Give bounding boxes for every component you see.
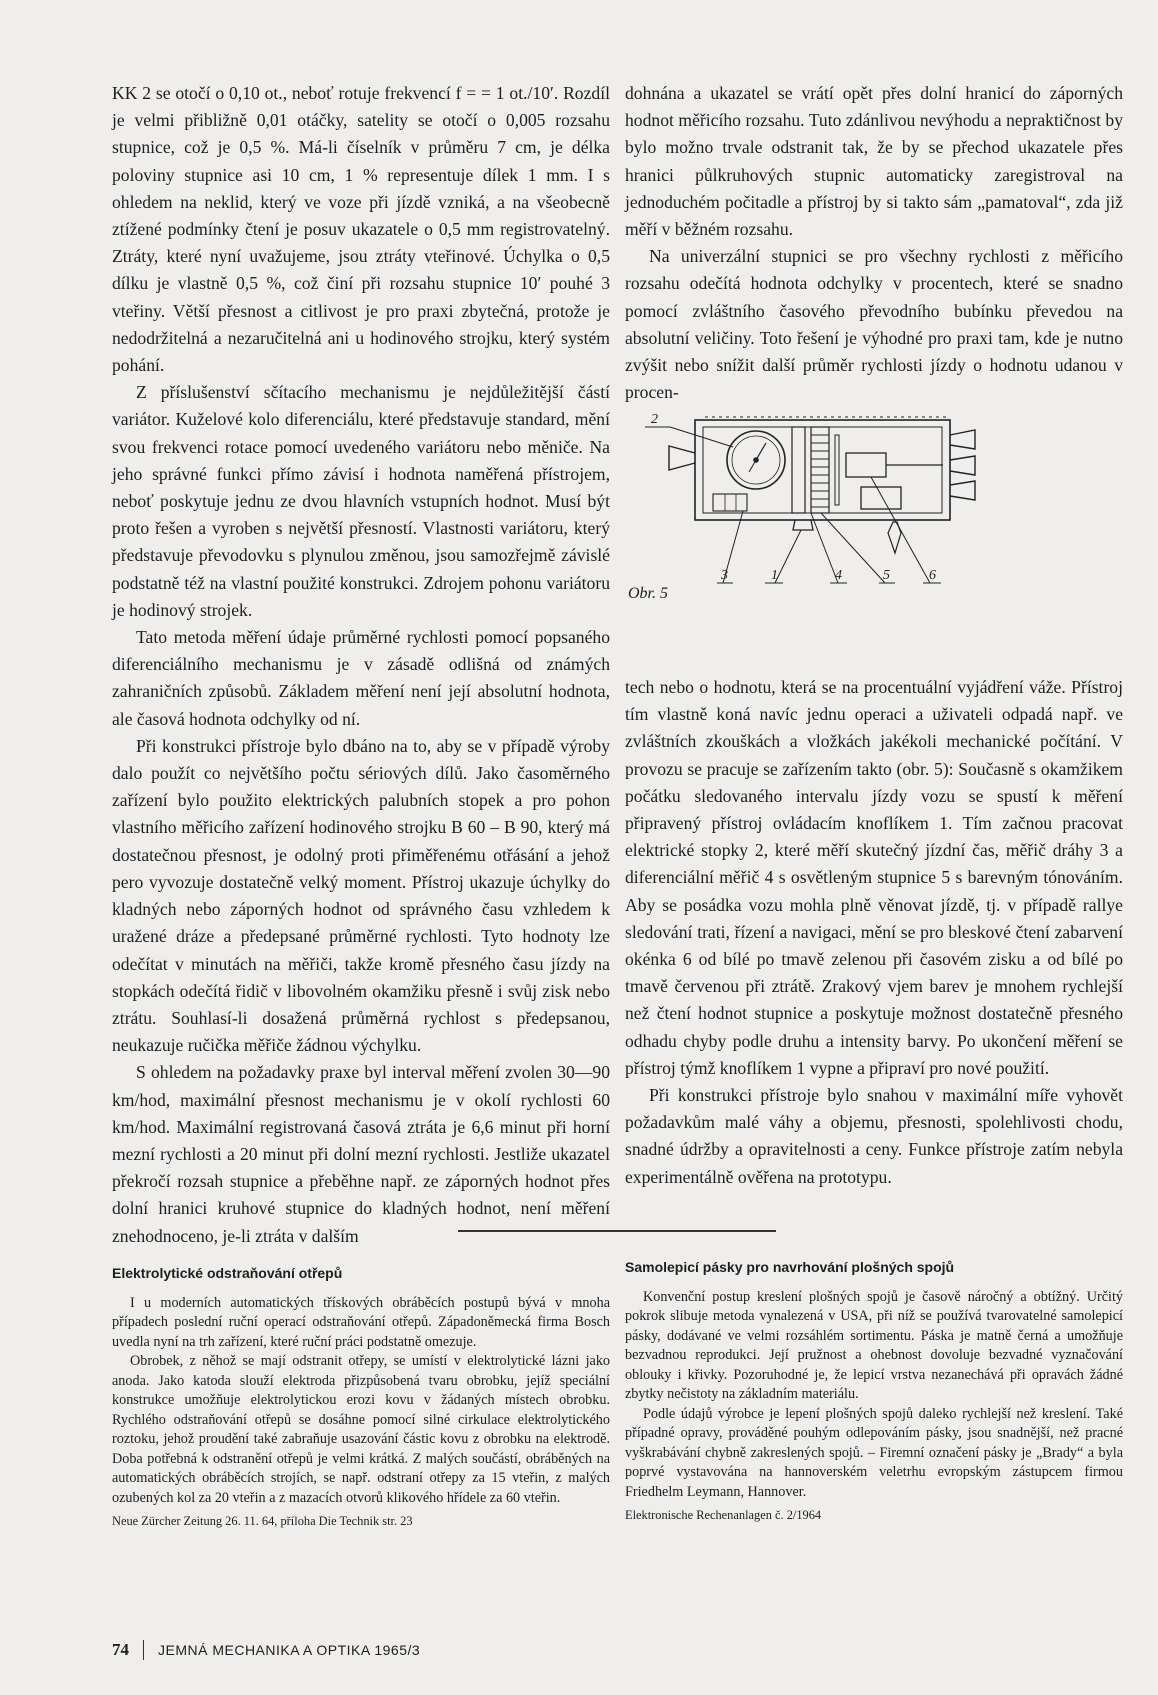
- device-inner-frame: [703, 427, 942, 513]
- left-column: [112, 80, 610, 1250]
- differential-scale: [811, 427, 829, 513]
- paragraph: KK 2 se otočí o 0,10 ot., neboť rotuje frekvencí f = = 1 ot./10′. Rozdíl je velmi přibližně 0,01 otáčky, satelity se otočí o 0,005 rozsahu stupnice, což je 0,5 %. Má-li číselník v průměru 7 cm, je délka poloviny stupnice asi 10 cm, 1 % representuje dílek 1 mm. I s ohledem na neklid, který ve voze při jízdě vzniká, a na všeobecně ztížené podmínky čtení je posuv ukazatele o 0,5 mm registrovatelný. Ztráty, které nyní uvažujeme, jsou ztráty vteřinové. Úchylka o 0,5 dílku je vlastně 0,5 %, což činí při rozsahu stupnice 10′ pouhé 3 vteřiny. Větší přesnost a citlivost je pro praxi zbytečná, protože je nedodržitelná a nezaručitelná ani u hodinového strojku, který systém pohání.: [112, 83, 610, 376]
- paragraph: tech nebo o hodnotu, která se na procentuální vyjádření váže. Přístroj tím vlastně koná navíc jednu operaci a uživateli odpadá např. ve zvláštních zkouškách a vložkách jakékoli mechanické počítání. V provozu se pracuje se zařízením takto (obr. 5): Současně s okamžikem počátku sledovaného intervalu jízdy vozu se spustí k měření připravený přístroj ovládacím knoflíkem 1. Tím začnou pracovat elektrické stopky 2, které měří skutečný jízdní čas, měřič dráhy 3 a diferenciální měřič 4 s osvětleným stupnice 5 s barevným tónováním. Aby se posádka vozu mohla plně věnovat jízdě, tj. v případě rallye sledování trati, řízení a navigaci, mění se pro bleskové čtení zabarvení okénka 6 od bílé po tmavě zelenou při časovém zisku a od bílé po tmavě červenou při ztrátě. Zrakový vjem barev je mnohem rychlejší než čtení hodnot stupnice a poskytuje možnost dostatečně přesného odhadu chyby podle druhu a intensity barvy. Po ukončení měření se přístroj týmž knoflíkem 1 vypne a připraví pro nové použití.: [625, 677, 1123, 1078]
- color-window: [846, 453, 886, 477]
- figure-label-2: 2: [651, 412, 658, 427]
- journal-name: JEMNÁ MECHANIKA A OPTIKA 1965/3: [158, 1642, 421, 1658]
- paragraph: Při konstrukci přístroje bylo dbáno na to, aby se v případě výroby dalo použít co největšího počtu sériových dílů. Jako časoměrného zařízení bylo použito elektrických palubních stopek a pro pohon vlastního měřicího zařízení hodinového strojku B 60 – B 90, který má dostatečnou přesnost, je odolný proti přiměřenému otřásání a jehož pero vyvozuje dostatečně velký moment. Přístroj ukazuje úchylky do kladných nebo záporných hodnot od správného času vzhledem k uražené dráze a předepsané průměrné rychlosti. Tyto hodnoty lze odečítat v minutách na měřiči, takže kromě přesného času jízdy na stopkách odečítá řidič v libovolném okamžiku přesně i svůj zisk nebo ztrátu. Souhlasí-li dosažená průměrná rychlost s předepsanou, neukazuje ručička měřiče žádnou výchylku.: [112, 735, 610, 1056]
- figure-caption: Obr. 5: [628, 585, 669, 602]
- page-number: 74: [112, 1640, 129, 1659]
- news-paragraph: Obrobek, z něhož se mají odstranit otřepy, se umístí v elektrolytické lázni jako anoda. Jako katoda slouží elektroda přizpůsobená tvaru obrobku, jejíž speciální konstrukce umožňuje elektrolytickou erozi kovu v žádaných místech obrobku. Rychlého odstraňování otřepů se dosáhne pomocí silné cirkulace elektrolytického roztoku, jehož proudění také zabraňuje usazování částic kovu z obrobku na elektrodě. Doba potřebná k odstranění otřepů je velmi krátká. Z malých součástí, obráběných na automatických obráběcích strojích, se např. odstraní otřepy za 15 vteřin, z malých ozubených kol za 20 vteřin a z mazacích otvorů klikového hřídele za 60 vteřin.: [112, 1353, 610, 1506]
- device-diagram: [625, 405, 1123, 645]
- paragraph: Tato metoda měření údaje průměrné rychlosti pomocí popsaného diferenciálního mechanismu je v zásadě odlišná od známých zahraničních způsobů. Základem měření není její absolutní hodnota, ale časová hodnota odchylky od ní.: [112, 627, 610, 729]
- figure-label-5: 5: [883, 568, 890, 583]
- footer-separator: [143, 1640, 144, 1660]
- news-paragraph: Podle údajů výrobce je lepení plošných spojů daleko rychlejší než kreslení. Také případné opravy, prováděné pouhým odlepováním pásky, jsou snadnější, než pracné vyškrabávání chybně zakreslených spojů. – Firemní označení pásky je „Brady“ a byla poprvé vystavována na hannoverském veletrhu evropským zástupcem firmou Friedhelm Leymann, Hannover.: [625, 1405, 1123, 1500]
- page-footer: [112, 1640, 420, 1660]
- figure-device-diagram: [625, 405, 1123, 645]
- right-knob-top: [950, 430, 975, 449]
- control-knob: [793, 520, 813, 530]
- news-paragraph: Konvenční postup kreslení plošných spojů je časově náročný a obtížný. Určitý pokrok slibuje metoda vynalezená v USA, při níž se používá tvarovatelné samolepicí pásky, dodávané ve velmi rozsáhlém sortimentu. Páska je matně černá a umožňuje bezvadnou reprodukci. Její pružnost a ohebnost dovoluje bezvadné vyznačování oblouky i křivky. Pozoruhodné je, že lepicí vrstva nezanechává při opravách žádné zbytky nečistoty na základním materiálu.: [625, 1288, 1123, 1402]
- section-divider: [458, 1230, 776, 1232]
- figure-label-6: 6: [929, 568, 936, 583]
- news-title: Samolepicí pásky pro navrhování plošných spojů: [625, 1259, 955, 1275]
- news-item-right: [625, 1258, 1123, 1526]
- news-paragraph: I u moderních automatických třískových obráběcích postupů bývá v mnoha případech poslední ruční operací odstraňování otřepů. Západoněmecká firma Bosch uvedla nyní na trh zařízení, které ruční práci podstatně omezuje.: [112, 1294, 610, 1350]
- news-item-left: [112, 1264, 610, 1532]
- right-knob-middle: [950, 456, 975, 475]
- figure-label-4: 4: [835, 568, 842, 583]
- figure-label-3: 3: [721, 568, 728, 583]
- news-source: Neue Zürcher Zeitung 26. 11. 64, příloha Die Technik str. 23: [112, 1514, 413, 1528]
- distance-meter: [792, 427, 805, 513]
- figure-label-1: 1: [771, 568, 778, 583]
- paragraph: Z příslušenství sčítacího mechanismu je nejdůležitější částí variátor. Kuželové kolo diferenciálu, které představuje standard, mění svou frekvenci rotace pomocí uvedeného variátoru nebo měniče. Na jeho správné funkci přímo závisí i hodnota naměřená přístrojem, neboť poskytuje jednu ze dvou hlavních vstupních hodnot. Musí být proto řešen a vyroben s největší přesností. Vlastnosti variátoru, který představuje převodovku s plynulou změnou, jsou samozřejmě závislé podstatně též na vlastní použité konstrukci. Zdrojem pohonu variátoru je hodinový strojek.: [112, 382, 610, 620]
- paragraph: dohnána a ukazatel se vrátí opět přes dolní hranicí do záporných hodnot měřicího rozsahu. Tuto zdánlivou nevýhodu a nepraktičnost by bylo možno trvale odstranit tak, že by se přechod ukazatele přes hranici půlkruhových stupnic automaticky zaregistroval na jednoduchém počitadle a přístroj by si takto sám „pamatoval“, zda již měří v běžném rozsahu.: [625, 83, 1123, 240]
- right-column-top: [625, 80, 1123, 406]
- news-source: Elektronische Rechenanlagen č. 2/1964: [625, 1508, 822, 1522]
- paragraph: Na univerzální stupnici se pro všechny rychlosti z měřicího rozsahu odečítá hodnota odchylky v procentech, které se snadno pomocí zvláštního časového převodního bubínku převedou na absolutní veličiny. Toto řešení je výhodné pro praxi tam, kde je nutno zvýšit nebo snížit další průměr rychlosti jízdy o hodnotu udanou v procen-: [625, 246, 1123, 403]
- paragraph: Při konstrukci přístroje bylo snahou v maximální míře vyhovět požadavkům malé váhy a objemu, přesnosti, spolehlivosti chodu, snadné údržby a opravitelnosti a ceny. Funkce přístroje zatím nebyla experimentálně ověřena na prototypu.: [625, 1085, 1123, 1187]
- right-column-bottom: [625, 674, 1123, 1191]
- paragraph: S ohledem na požadavky praxe byl interval měření zvolen 30—90 km/hod, maximální přesnost mechanismu je v okolí rychlosti 60 km/hod. Maximální registrovaná časová ztráta je 6,6 minut při horní mezní rychlosti a 20 minut při dolní mezní rychlosti. Jestliže ukazatel překročí rozsah stupnice a přeběhne např. ze záporných hodnot přes dolní hranici kruhové stupnice do kladných hodnot, není měření znehodnoceno, je-li ztráta v dalším: [112, 1062, 610, 1246]
- left-knob: [669, 446, 695, 470]
- right-knob-bottom: [950, 481, 975, 500]
- news-title: Elektrolytické odstraňování otřepů: [112, 1265, 343, 1281]
